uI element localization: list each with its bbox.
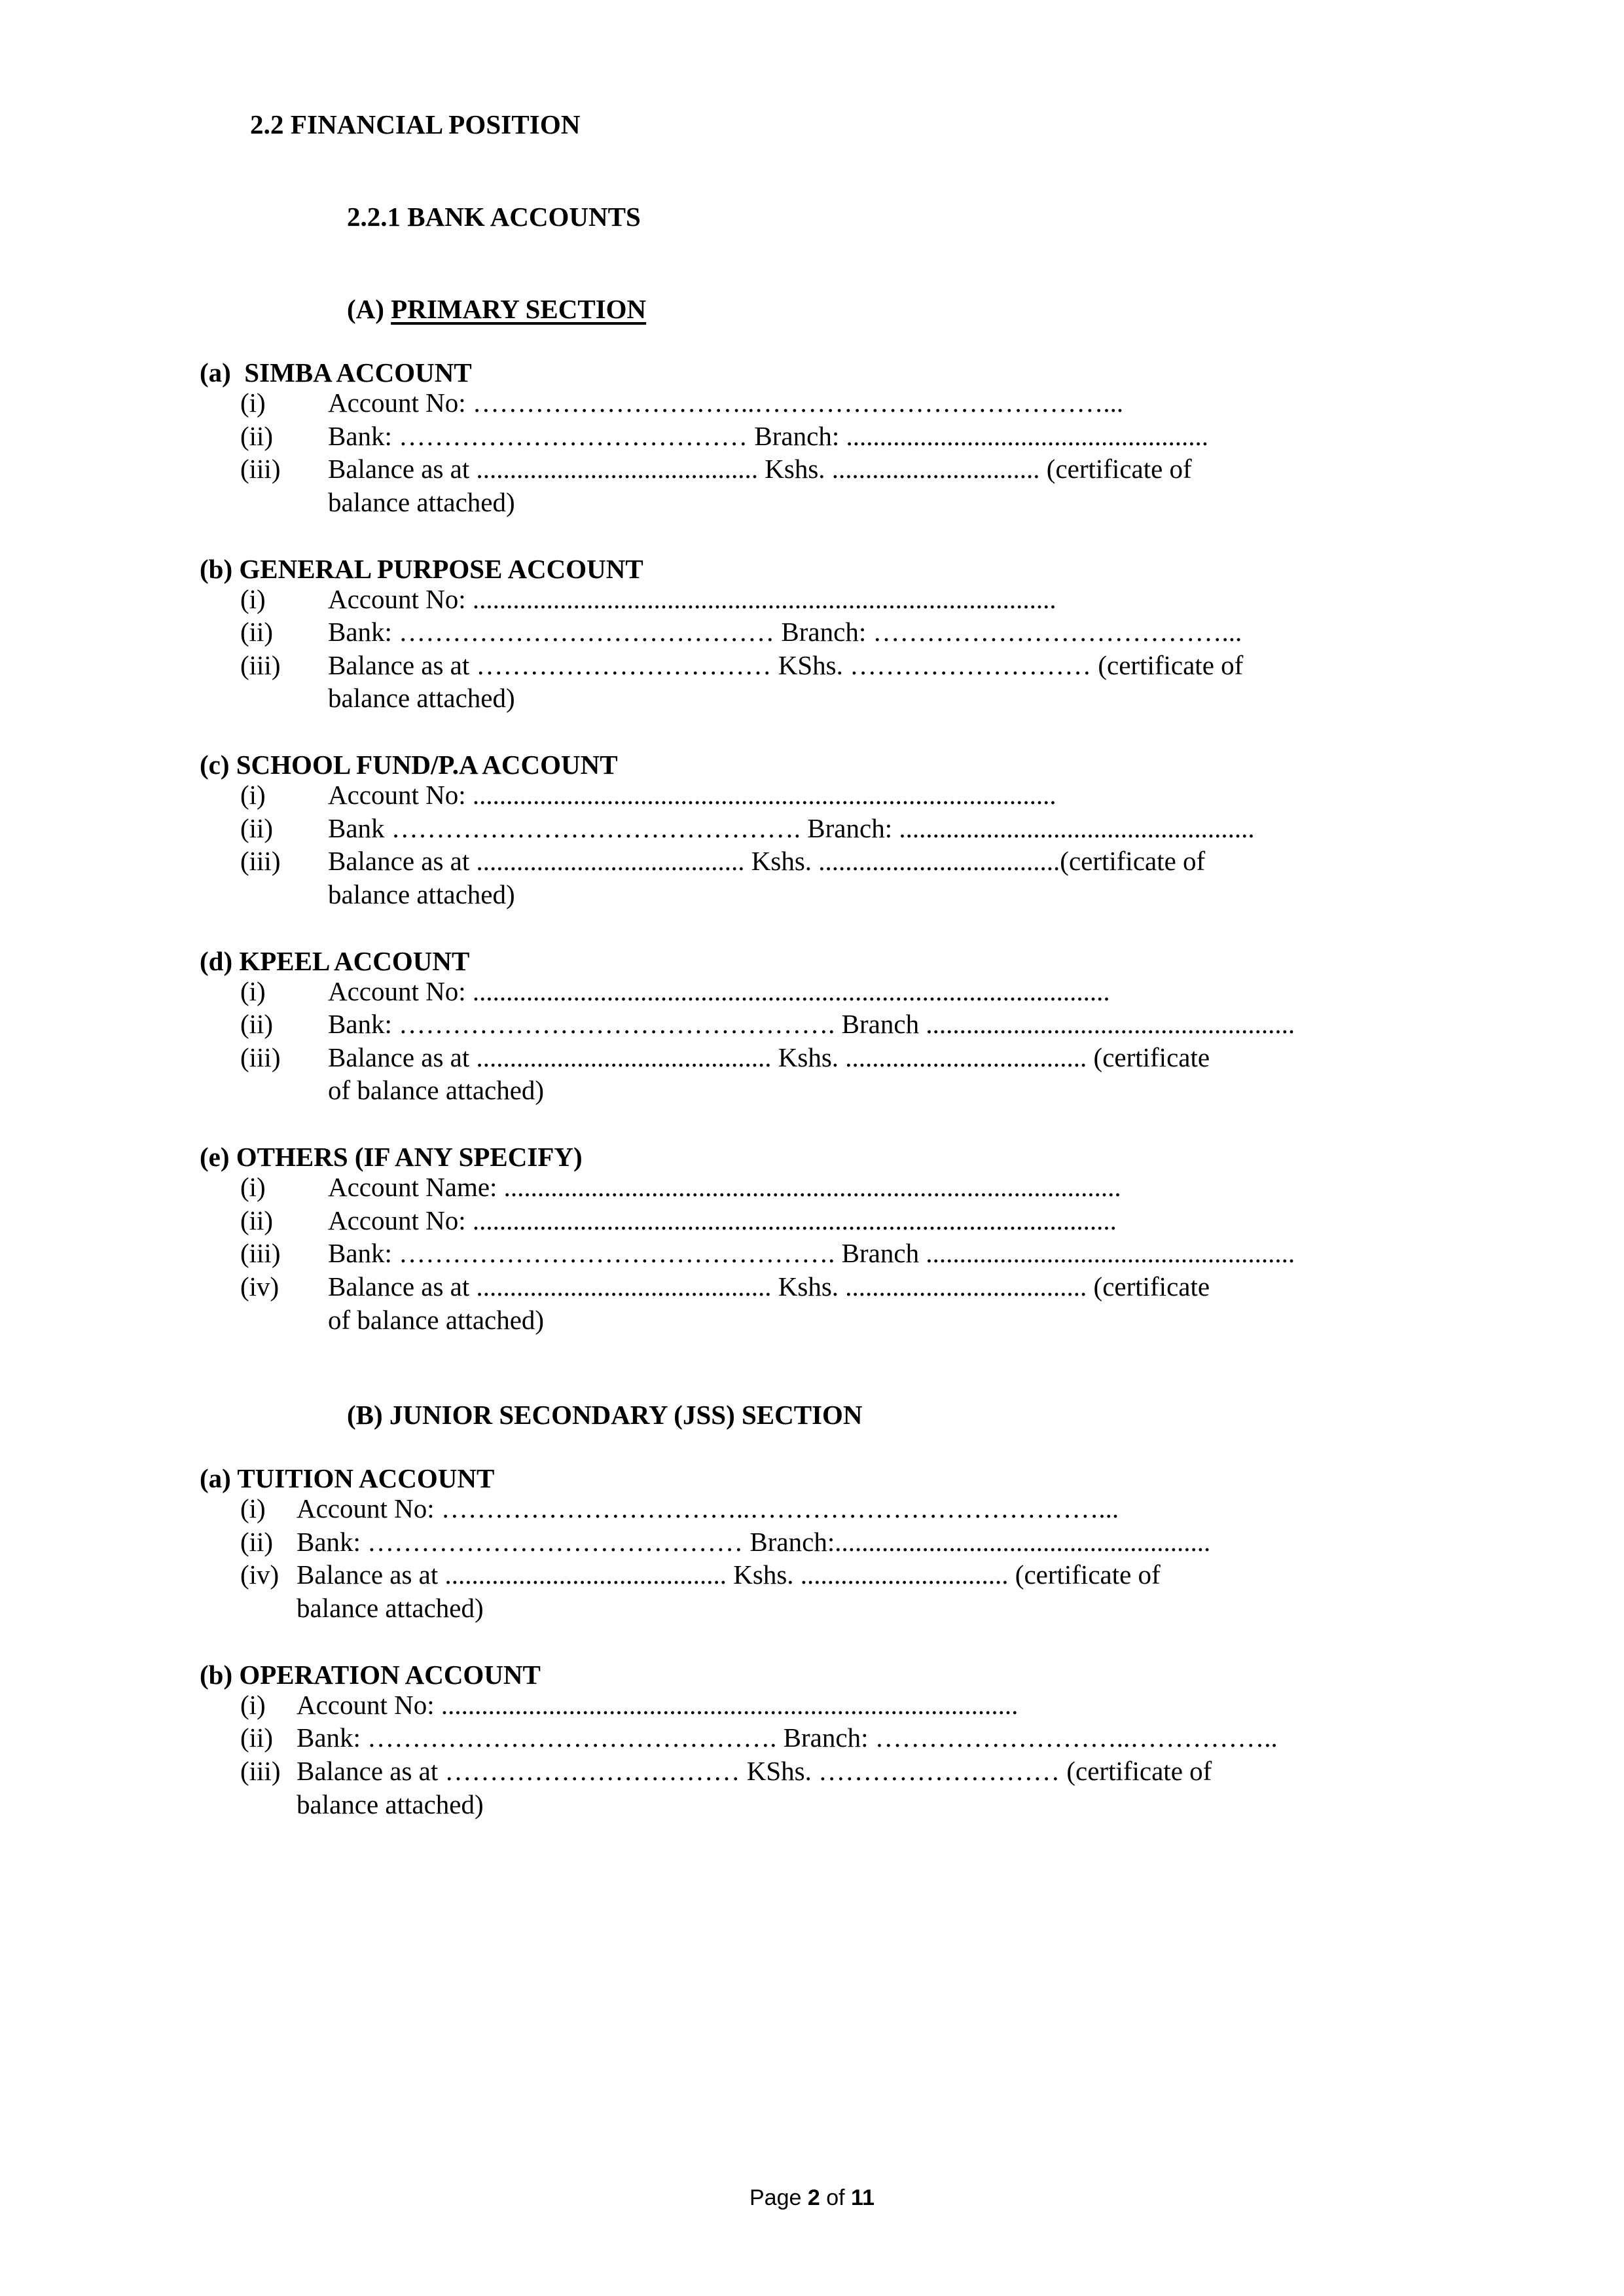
item-text: Balance as at ........................................ Kshs. ....................................(certificate of	[328, 846, 1206, 877]
item-numeral: (iv)	[240, 1271, 280, 1302]
item-numeral: (i)	[240, 1689, 266, 1720]
part-a-title: PRIMARY SECTION	[391, 294, 647, 324]
list-item	[200, 812, 1463, 845]
subsection-title: 2.2.1 BANK ACCOUNTS	[347, 202, 641, 232]
account-block-general-purpose	[200, 553, 1463, 716]
list-item	[200, 420, 1463, 453]
account-title: (a) SIMBA ACCOUNT	[200, 357, 472, 388]
item-continuation: balance attached)	[297, 1789, 484, 1819]
item-text: Bank: …………………………………… Branch:........................................................	[297, 1526, 1211, 1557]
item-numeral: (ii)	[240, 1205, 274, 1235]
account-title: (e) OTHERS (IF ANY SPECIFY)	[200, 1142, 583, 1172]
part-a-accounts	[200, 359, 1463, 1336]
part-b-heading	[347, 1402, 1463, 1429]
item-text: Balance as at …………………………… KShs. ……………………… (certificate of	[328, 649, 1244, 680]
list-item	[200, 615, 1463, 649]
item-text: Account Name: ............................................................................................	[328, 1172, 1121, 1202]
page-title: 2.2 FINANCIAL POSITION	[250, 109, 581, 139]
item-numeral: (ii)	[240, 420, 274, 451]
account-block-school-fund-pa	[200, 752, 1463, 911]
list-item	[200, 649, 1463, 682]
item-text: Bank: …………………………………… Branch: …………………………………...	[328, 617, 1242, 647]
item-text: Balance as at .......................................... Kshs. ............................... (certificate of	[328, 454, 1192, 484]
list-item	[200, 845, 1463, 878]
list-item	[200, 1688, 1463, 1722]
footer-middle: of	[820, 2185, 852, 2210]
part-a-heading	[347, 296, 1463, 323]
list-item	[200, 778, 1463, 812]
footer-total-pages: 11	[851, 2185, 875, 2210]
item-text: Balance as at …………………………… KShs. ……………………… (certificate of	[297, 1755, 1212, 1786]
item-text: Balance as at .......................................... Kshs. ............................... (certificate of	[297, 1559, 1161, 1590]
account-block-others	[200, 1144, 1463, 1336]
part-a-label: (A)	[347, 294, 391, 324]
account-block-simba	[200, 359, 1463, 519]
item-numeral: (i)	[240, 1493, 266, 1524]
footer-prefix: Page	[749, 2185, 808, 2210]
item-numeral: (ii)	[240, 617, 274, 647]
list-item	[200, 1492, 1463, 1525]
item-numeral: (i)	[240, 975, 266, 1006]
account-items	[200, 1492, 1463, 1625]
account-items	[200, 386, 1463, 519]
item-numeral: (iii)	[240, 1238, 281, 1269]
item-numeral: (i)	[240, 388, 266, 418]
item-numeral: (iv)	[240, 1559, 280, 1590]
item-text: Bank: ………………………………… Branch: ......................................................	[328, 420, 1208, 451]
item-continuation: of balance attached)	[328, 1075, 545, 1106]
account-title: (d) KPEEL ACCOUNT	[200, 945, 470, 976]
item-text: Bank: …………………………………………. Branch .......................................................	[328, 1238, 1295, 1269]
footer-current-page: 2	[807, 2185, 820, 2210]
item-numeral: (ii)	[240, 1526, 274, 1557]
item-text: Account No: …………………………..…………………………………...	[328, 388, 1124, 418]
item-text: Bank ………………………………………. Branch: .....................................................	[328, 812, 1255, 843]
part-b-title: JUNIOR SECONDARY (JSS) SECTION	[389, 1400, 863, 1430]
item-numeral: (iii)	[240, 454, 281, 484]
list-item	[200, 452, 1463, 486]
list-item	[200, 975, 1463, 1008]
account-items	[200, 778, 1463, 911]
list-item	[200, 1525, 1463, 1559]
item-continuation: of balance attached)	[328, 1304, 545, 1335]
item-text: Account No: .......................................................................................	[328, 583, 1056, 614]
list-item	[200, 583, 1463, 616]
part-b-label: (B)	[347, 1400, 389, 1430]
item-numeral: (iii)	[240, 1042, 281, 1072]
account-items	[200, 975, 1463, 1108]
account-title: (b) OPERATION ACCOUNT	[200, 1659, 541, 1690]
list-item	[200, 1270, 1463, 1303]
part-b-accounts	[200, 1465, 1463, 1821]
account-items	[200, 1171, 1463, 1336]
account-title: (c) SCHOOL FUND/P.A ACCOUNT	[200, 750, 618, 780]
item-numeral: (iii)	[240, 1755, 281, 1786]
item-text: Bank: ………………………………………. Branch: ………………………..……………..	[297, 1722, 1278, 1753]
account-block-kpeel	[200, 945, 1463, 1108]
list-item	[200, 386, 1463, 420]
list-item	[200, 1171, 1463, 1204]
item-numeral: (ii)	[240, 1009, 274, 1040]
account-title: (a) TUITION ACCOUNT	[200, 1463, 495, 1494]
account-title: (b) GENERAL PURPOSE ACCOUNT	[200, 553, 643, 584]
item-text: Account No: .......................................................................................	[328, 780, 1056, 810]
item-text: Account No: ......................................................................................	[297, 1689, 1019, 1720]
page-content	[200, 111, 1463, 1821]
item-continuation: balance attached)	[328, 486, 515, 517]
list-item	[200, 1558, 1463, 1592]
list-item	[200, 1721, 1463, 1755]
list-item	[200, 1008, 1463, 1041]
item-continuation: balance attached)	[328, 879, 515, 909]
item-continuation: balance attached)	[328, 683, 515, 714]
item-text: Account No: ................................................................................................	[328, 1205, 1117, 1235]
item-continuation: balance attached)	[297, 1593, 484, 1623]
item-text: Balance as at ............................................ Kshs. .................................... (certificate	[328, 1042, 1210, 1072]
item-text: Bank: …………………………………………. Branch .......................................................	[328, 1009, 1295, 1040]
account-items	[200, 1688, 1463, 1821]
item-text: Account No: ...............................................................................................	[328, 975, 1110, 1006]
account-items	[200, 583, 1463, 716]
item-numeral: (i)	[240, 780, 266, 810]
item-text: Account No: ……………………………..…………………………………...	[297, 1493, 1119, 1524]
account-block-tuition	[200, 1465, 1463, 1625]
page-footer	[0, 2185, 1624, 2211]
item-numeral: (i)	[240, 1172, 266, 1202]
list-item	[200, 1755, 1463, 1788]
item-numeral: (ii)	[240, 1722, 274, 1753]
item-numeral: (iii)	[240, 846, 281, 877]
list-item	[200, 1237, 1463, 1270]
item-numeral: (iii)	[240, 649, 281, 680]
list-item	[200, 1204, 1463, 1237]
account-block-operation	[200, 1659, 1463, 1821]
item-text: Balance as at ............................................ Kshs. .................................... (certificate	[328, 1271, 1210, 1302]
list-item	[200, 1041, 1463, 1074]
item-numeral: (i)	[240, 583, 266, 614]
item-numeral: (ii)	[240, 812, 274, 843]
